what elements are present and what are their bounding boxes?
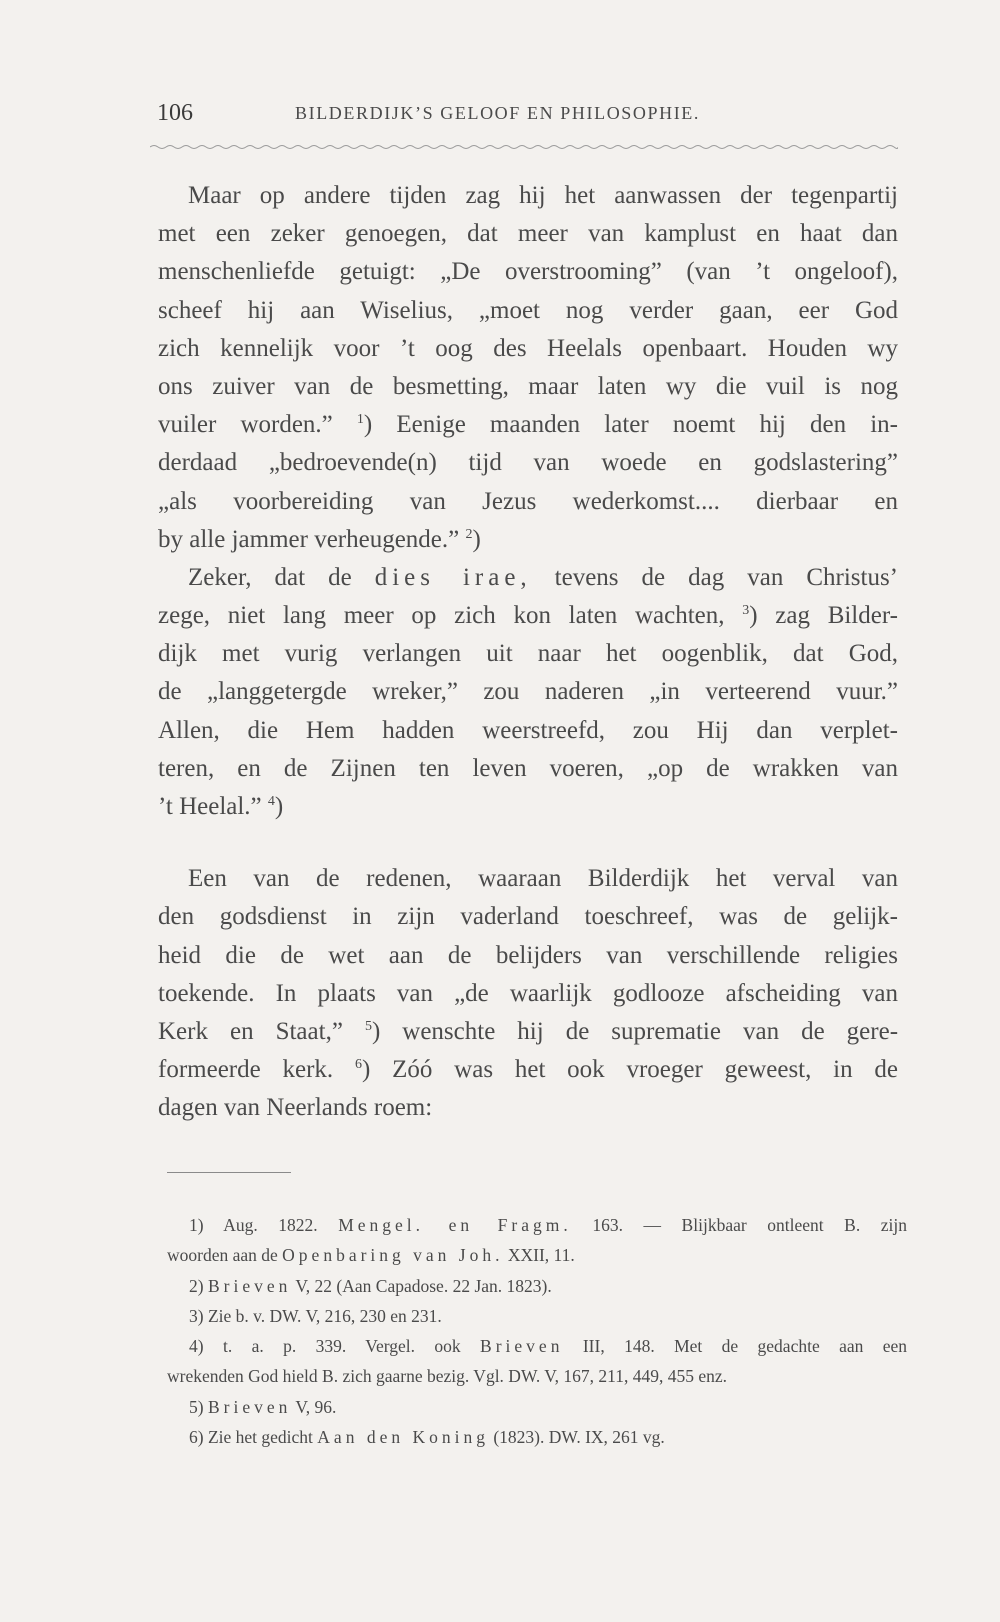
footnote-ref[interactable]: 6 [354,1057,362,1073]
text-span: zege, niet lang meer op zich kon laten wachten, [158,602,725,630]
text-line: Maar op andere tijden zag hij het aanwassen der tegenpartij [188,182,898,209]
text-line: „als voorbereiding van Jezus wederkomst.... dierbaar en [158,487,898,515]
page-header [157,100,897,130]
text-line: teren, en de Zijnen ten leven voeren, „op de wrakken van [158,754,898,782]
footnote-ref[interactable]: 3 [742,603,750,619]
footnote-ref[interactable]: 5 [364,1018,372,1034]
text-line: Een van de redenen, waaraan Bilderdijk het verval van [188,865,898,893]
text-span: Zóó was het ook vroeger geweest, in de [392,1056,898,1084]
footnote-ref[interactable]: 2 [465,526,473,542]
text-span: 163. — Blijkbaar ontleent B. zijn [592,1215,908,1235]
text-span: wenschte hij de suprematie van de gere- [402,1017,899,1045]
footnote-number: 1) [189,1215,204,1235]
text-span: zag Bilder- [775,602,899,630]
title-spaced: Openbaring van Joh. [282,1245,504,1266]
footnote-number: 6) [189,1427,204,1448]
title-spaced: Brieven [207,1275,292,1296]
text-span: tevens de dag van Christus’ [554,563,898,591]
title-spaced: Aan den Koning [317,1427,489,1448]
text-line: dagen van Neerlands roem: [158,1094,433,1122]
text-span: Eenige maanden later noemt hij den in- [396,411,899,439]
text-line: zege, niet lang meer op zich kon laten wachten, $^3$) zag Bilder- [158,602,899,630]
text-line: den godsdienst in zijn vaderland toeschreef, was de gelijk- [158,903,898,931]
text-span: Zeker, dat de [188,563,352,591]
header-rule [150,144,898,150]
footnote-4 [167,1331,907,1361]
paragraph-gap [158,826,898,860]
footnote-1-cont [167,1240,907,1270]
text-line: by alle jammer verheugende.” $^2$) [158,525,481,553]
text-span: V, 22 (Aan Capadose. 22 Jan. 1823). [295,1275,552,1296]
text-line: ’t Heelal.” $^4$) [158,793,284,820]
text-span: III, 148. Met de gedachte aan een [582,1336,908,1357]
footnote-2 [167,1271,907,1301]
text-line [158,559,898,597]
footnote-6 [167,1422,907,1452]
footnote-number: 5) [189,1396,204,1417]
text-span: XXII, 11. [507,1245,575,1266]
text-line: toekende. In plaats van „de waarlijk godlooze afscheiding van [158,979,898,1007]
body-text [158,177,898,1128]
footnote-4-cont: wrekenden God hield B. zich gaarne bezig. Vgl. DW. V, 167, 211, 449, 455 enz. [167,1366,728,1387]
text-span: Kerk en Staat,” [158,1017,343,1045]
text-span: ’t Heelal.” [158,793,262,820]
text-line: formeerde kerk. $^6$) Zóó was het ook vroeger geweest, in de [158,1056,898,1084]
footnotes [167,1210,907,1452]
text-line: dijk met vurig verlangen uit naar het oogenblik, dat God, [158,640,898,668]
text-span: t. a. p. 339. Vergel. ook [222,1336,461,1357]
footnote-number: 2) [189,1275,204,1296]
text-line: scheef hij aan Wiselius, „moet nog verder gaan, eer God [158,296,898,324]
text-span: V, 96. [295,1396,337,1417]
text-line: met een zeker genoegen, dat meer van kamplust en haat dan [158,220,898,248]
text-line: ons zuiver van de besmetting, maar laten wy die vuil is nog [158,372,898,400]
text-span: vuiler worden.” [158,411,333,439]
text-line: heid die de wet aan de belijders van verschillende religies [158,941,898,969]
page-number: 106 [157,100,193,126]
text-span: Zie het gedicht [207,1427,313,1448]
title-spaced: Mengel. en Fragm. [338,1215,572,1235]
running-title: BILDERDIJK’S GELOOF EN PHILOSOPHIE. [295,103,700,123]
text-span: formeerde kerk. [158,1056,334,1084]
latin-phrase: dies irae, [374,563,532,591]
text-span: Aug. 1822. [223,1215,318,1235]
text-line: menschenliefde getuigt: „De overstrooming” (van ’t ongeloof), [158,258,898,286]
text-line: Kerk en Staat,” $^5$) wenschte hij de suprematie van de gere- [158,1017,899,1045]
footnote-rule [167,1172,291,1173]
title-spaced: Brieven [480,1336,564,1357]
text-line: derdaad „bedroevende(n) tijd van woede en godslastering” [158,449,898,477]
text-line: Allen, die Hem hadden weerstreefd, zou Hij dan verplet- [158,716,898,744]
text-line: zich kennelijk voor ’t oog des Heelals openbaart. Houden wy [158,334,898,362]
text-span: (1823). DW. IX, 261 vg. [493,1427,665,1448]
text-span: woorden aan de [167,1245,278,1266]
text-span: by alle jammer verheugende.” [158,525,460,553]
text-span: Zie b. v. DW. V, 216, 230 en 231. [207,1305,442,1326]
footnote-3 [167,1301,907,1331]
footnote-number: 4) [189,1336,204,1357]
text-line: vuiler worden.” $^1$) Eenige maanden later noemt hij den in- [158,411,899,439]
footnote-ref[interactable]: 1 [356,412,364,428]
footnote-5 [167,1392,907,1422]
footnote-1 [167,1210,907,1240]
footnote-number: 3) [189,1305,204,1326]
footnote-ref[interactable]: 4 [267,794,275,809]
title-spaced: Brieven [207,1396,292,1417]
text-line: de „langgetergde wreker,” zou naderen „in verteerend vuur.” [158,678,898,706]
